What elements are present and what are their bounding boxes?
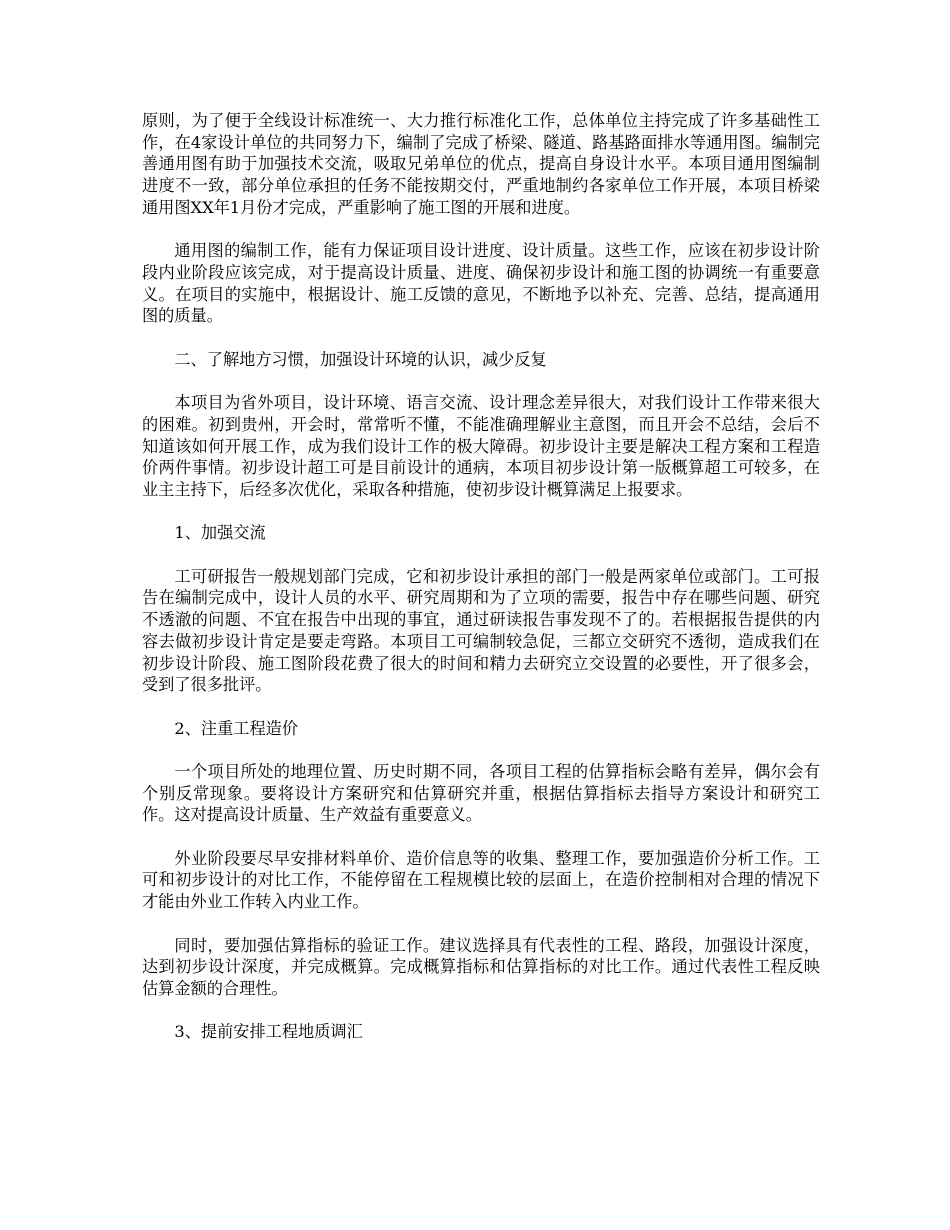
paragraph-field-stage: 外业阶段要尽早安排材料单价、造价信息等的收集、整理工作，要加强造价分析工作。工可和初步设计的对比工作，不能停留在工程规模比较的层面上，在造价控制相对合理的情况下才能由外业工作转入内业工作。 [142, 848, 820, 912]
subheading-communication: 1、加强交流 [174, 523, 266, 543]
paragraph-project-environment: 本项目为省外项目，设计环境、语言交流、设计理念差异很大，对我们设计工作带来很大的困难。初到贵州，开会时，常常听不懂，不能准确理解业主意图，而且开会不总结，会后不知道该如何开展工作，成为我们设计工作的极大障碍。初步设计主要是解决工程方案和工程造价两件事情。初步设计超工可是目前设计的通病，本项目初步设计第一版概算超工可较多，在业主主持下，后经多次优化，采取各种措施，使初步设计概算满足上报要求。 [142, 393, 820, 499]
paragraph-cost-indicators: 一个项目所处的地理位置、历史时期不同，各项目工程的估算指标会略有差异，偶尔会有个别反常现象。要将设计方案研究和估算研究并重，根据估算指标去指导方案设计和研究工作。这对提高设计质量、生产效益有重要意义。 [142, 761, 820, 825]
paragraph-general-drawings: 通用图的编制工作，能有力保证项目设计进度、设计质量。这些工作，应该在初步设计阶段内业阶段应该完成，对于提高设计质量、进度、确保初步设计和施工图的协调统一有重要意义。在项目的实施中，根据设计、施工反馈的意见，不断地予以补充、完善、总结，提高通用图的质量。 [142, 241, 820, 326]
paragraph-validation: 同时，要加强估算指标的验证工作。建议选择具有代表性的工程、路段，加强设计深度，达到初步设计深度，并完成概算。完成概算指标和估算指标的对比工作。通过代表性工程反映估算金额的合理性。 [142, 935, 820, 998]
paragraph-feasibility-report: 工可研报告一般规划部门完成，它和初步设计承担的部门一般是两家单位或部门。工可报告在编制完成中，设计人员的水平、研究周期和为了立项的需要，报告中存在哪些问题、研究不透澈的问题、不宜在报告中出现的事宜，通过研读报告事发现不了的。若根据报告提供的内容去做初步设计肯定是要走弯路。本项目工可编制较急促，三都立交研究不透彻，造成我们在初步设计阶段、施工图阶段花费了很大的时间和精力去研究立交设置的必要性，开了很多会，受到了很多批评。 [142, 566, 820, 695]
paragraph-standardization: 原则，为了便于全线设计标准统一、大力推行标准化工作，总体单位主持完成了许多基础性工作，在4家设计单位的共同努力下，编制了完成了桥梁、隧道、路基路面排水等通用图。编制完善通用图有助于加强技术交流，吸取兄弟单位的优点，提高自身设计水平。本项目通用图编制进度不一致，部分单位承担的任务不能按期交付，严重地制约各家单位工作开展，本项目桥梁通用图XX年1月份才完成，严重影响了施工图的开展和进度。 [142, 111, 820, 217]
subheading-geology: 3、提前安排工程地质调汇 [174, 1022, 363, 1042]
subheading-cost: 2、注重工程造价 [174, 718, 299, 738]
section-heading-local-habits: 二、了解地方习惯，加强设计环境的认识，减少反复 [174, 349, 547, 369]
document-page [142, 110, 820, 1065]
